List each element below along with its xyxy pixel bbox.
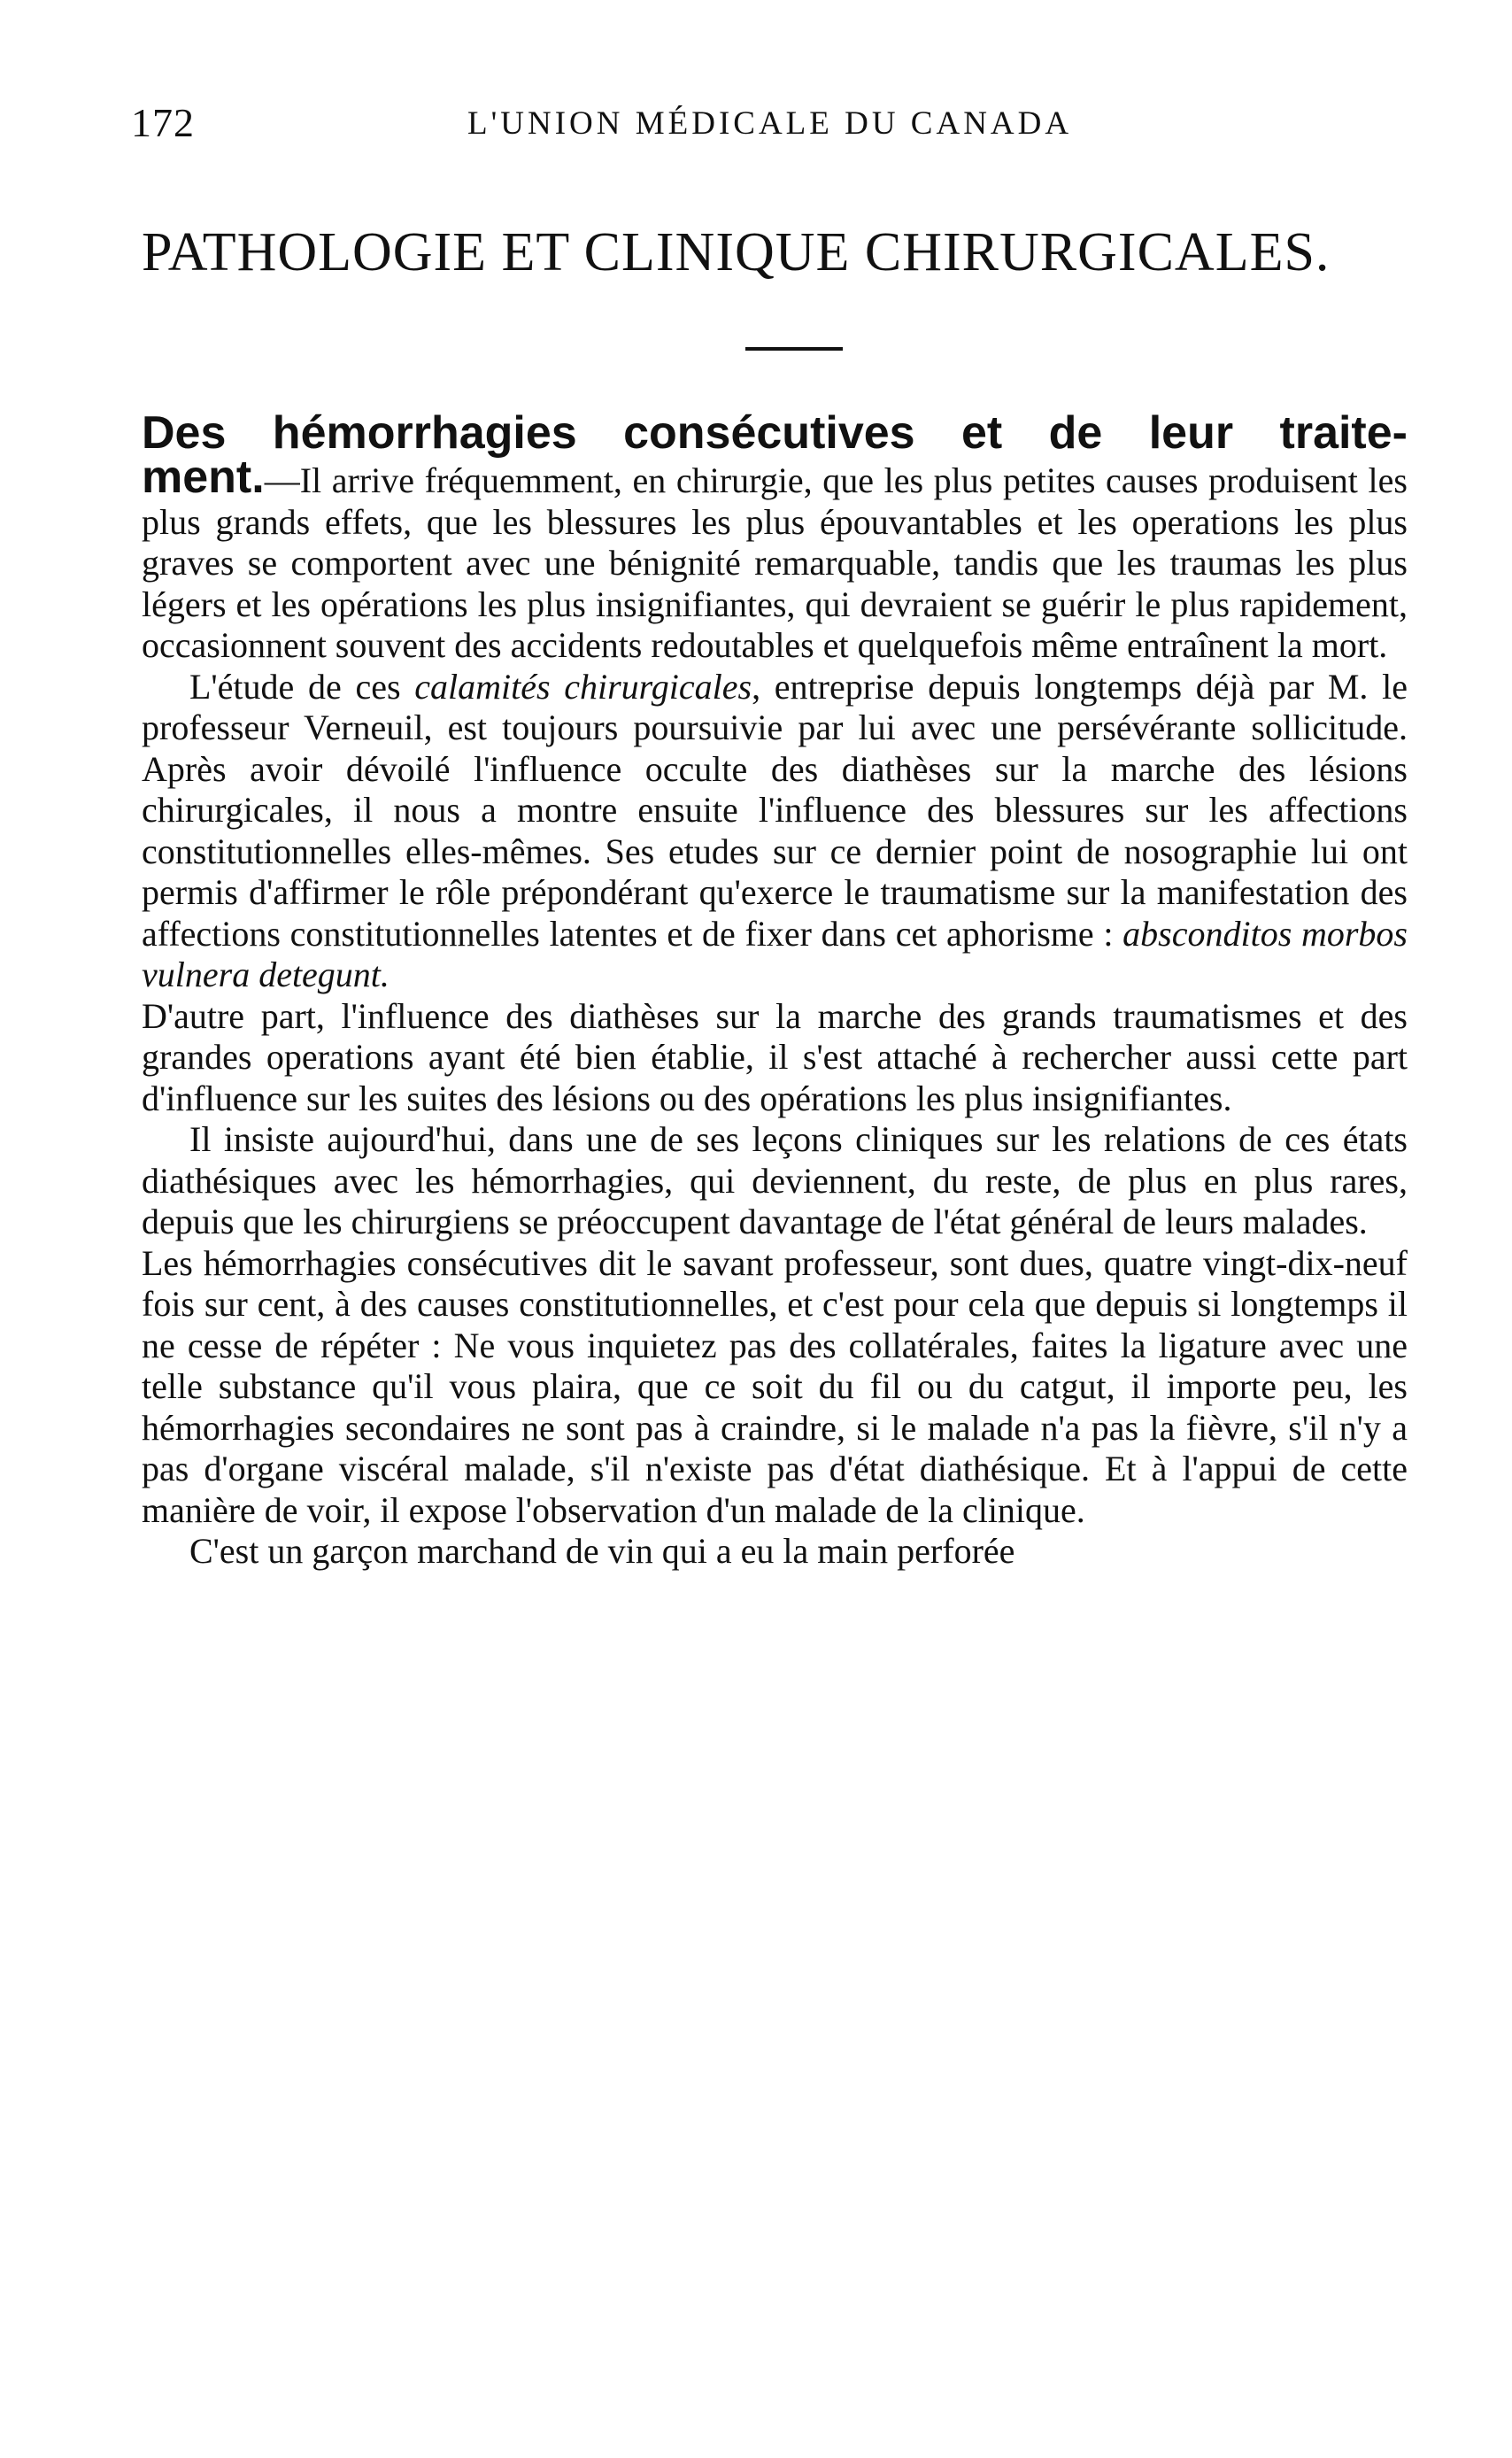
paragraph-1 [142, 452, 1408, 667]
section-divider [745, 347, 843, 351]
paragraph-3: D'autre part, l'influence des diathèses sur la marche des grands traumatismes et des grandes operations ayant été bien établie, il s'est attaché à rechercher aussi cette part d'influence sur les suites des lésions ou des opérations les plus insignifiantes. [142, 995, 1408, 1118]
paragraph-1-text: —Il arrive fréquemment, en chirurgie, que les plus petites causes produisent les plus grands effets, que les blessures les plus épouvantables et les operations les plus graves se comportent avec une bénignité remarquable, tandis que les traumas les plus légers et les opérations les plus insignifiantes, qui devraient se guérir le plus rapidement, occasionnent souvent des accidents redoutables et quelquefois même entraînent la mort. [142, 460, 1408, 665]
paragraph-6: C'est un garçon marchand de vin qui a eu la main perforée [189, 1531, 1015, 1571]
paragraph-4: Il insiste aujourd'hui, dans une de ses leçons cliniques sur les relations de ces états diathésiques avec les hémorrhagies, qui deviennent, du reste, de plus en plus rares, depuis que les chirurgiens se préoccupent davantage de l'état général de leurs malades. [142, 1119, 1408, 1241]
page-number: 172 [131, 100, 195, 145]
paragraph-5 [142, 1243, 1408, 1532]
article-body [142, 409, 1408, 1573]
paragraph-2 [142, 667, 1408, 996]
article-heading-runin: ment. [142, 452, 265, 503]
paragraph-2-aphorism: absconditos morbos vulnera detegunt. [142, 913, 1408, 994]
paragraph-5-quote: Ne vous inquietez pas des collatérales, faites la ligature avec une telle substance qu'il vous plaira, que ce soit du fil ou du catgut, il importe peu, les hémorrhagies secondaires ne sont pas à craindre, si le malade n'a pas la fièvre, s'il n'y a pas d'organe viscéral malade, s'il n'existe pas d'état diathésique. [142, 1325, 1408, 1488]
paragraph-2-italic: calamités chirurgicales [414, 666, 752, 707]
paragraph-2-text-a: L'étude de ces [189, 666, 415, 707]
section-title: PATHOLOGIE ET CLINIQUE CHIRURGICALES. [142, 222, 1331, 282]
paragraph-2-text-b: , entreprise depuis longtemps déjà par M. le professeur Verneuil, est toujours poursuivie par lui avec une persévérante sollicitude. Après avoir dévoilé l'influence occulte des diathèses sur la marche des lésions chirurgicales, il nous a montre ensuite l'influence des blessures sur les affections constitutionnelles elles-mêmes. Ses etudes sur ce dernier point de nosographie lui ont permis d'affirmer le rôle prépondérant qu'exerce le traumatisme sur la manifestation des affections constitutionnelles latentes et de fixer dans cet aphorisme : [142, 666, 1408, 954]
paragraph-5-text-a: Les hémorrhagies consécutives dit le savant professeur, sont dues, quatre vingt-dix-neuf fois sur cent, à des causes constitutionnelles, et c'est pour cela que depuis si longtemps il ne cesse de répéter : [142, 1242, 1408, 1365]
paragraph-5-text-b: Et à l'appui de cette manière de voir, il expose l'observation d'un malade de la clinique. [142, 1449, 1408, 1530]
running-head [131, 99, 1406, 152]
journal-title: L'UNION MÉDICALE DU CANADA [467, 105, 1073, 142]
article-heading: Des hémorrhagies consécutives et de leur traite- [142, 407, 1408, 459]
